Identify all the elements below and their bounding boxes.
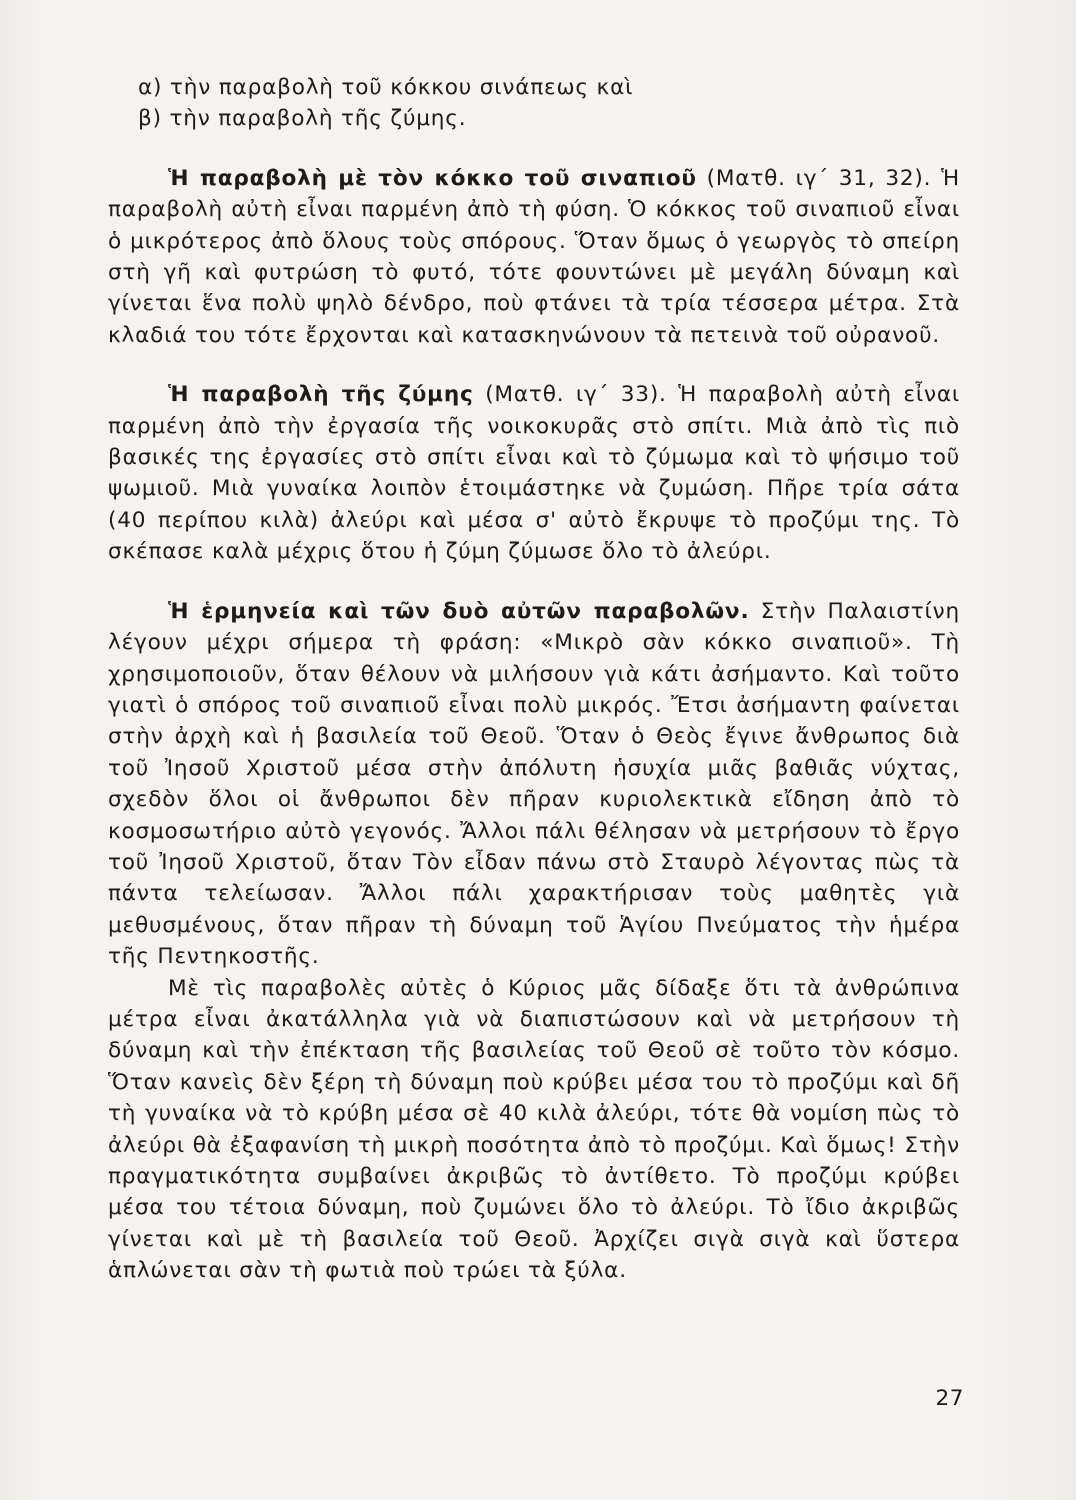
section-mustard-seed-text: (Ματθ. ιγ΄ 31, 32). Ἡ παραβολὴ αὐτὴ εἶναι παρμένη ἀπὸ τὴ φύση. Ὁ κόκκος τοῦ σιναπιοῦ εἶναι ὁ μικρότερος ἀπὸ ὅλους τοὺς σπόρους. Ὅταν ὅμως ὁ γεωργὸς τὸ σπείρη στὴ γῆ καὶ φυτρώση τὸ φυτό, τότε φουντώνει μὲ μεγάλη δύναμη καὶ γίνεται ἕνα πολὺ ψηλὸ δένδρο, ποὺ φτάνει τὰ τρία τέσσερα μέτρα. Στὰ κλαδιά του τότε ἔρχονται καὶ κατασκηνώνουν τὰ πετεινὰ τοῦ οὐρανοῦ. (108, 165, 960, 348)
section-mustard-seed-heading: Ἡ παραβολὴ μὲ τὸν κόκκο τοῦ σιναπιοῦ (168, 165, 697, 191)
section-mustard-seed (108, 163, 960, 351)
section-interpretation (108, 596, 960, 973)
closing-paragraph: Μὲ τὶς παραβολὲς αὐτὲς ὁ Κύριος μᾶς δίδαξε ὅτι τὰ ἀνθρώπινα μέτρα εἶναι ἀκατάλληλα γιὰ νὰ διαπιστώσουν καὶ νὰ μετρήσουν τὴ δύναμη καὶ τὴν ἐπέκταση τῆς βασιλείας τοῦ Θεοῦ σὲ τοῦτο τὸν κόσμο. Ὅταν κανεὶς δὲν ξέρη τὴ δύναμη ποὺ κρύβει μέσα του τὸ προζύμι καὶ δῆ τὴ γυναίκα νὰ τὸ κρύβη μέσα σὲ 40 κιλὰ ἀλεύρι, τότε θὰ νομίση πὼς τὸ ἀλεύρι θὰ ἐξαφανίση τὴ μικρὴ ποσότητα ἀπὸ τὸ προζύμι. Καὶ ὅμως! Στὴν πραγματικότητα συμβαίνει ἀκριβῶς τὸ ἀντίθετο. Τὸ προζύμι κρύβει μέσα του τέτοια δύναμη, ποὺ ζυμώνει ὅλο τὸ ἀλεύρι. Τὸ ἴδιο ἀκριβῶς γίνεται καὶ μὲ τὴ βασιλεία τοῦ Θεοῦ. Ἀρχίζει σιγὰ σιγὰ καὶ ὕστερα ἁπλώνεται σὰν τὴ φωτιὰ ποὺ τρώει τὰ ξύλα. (108, 975, 960, 1284)
section-leaven (108, 379, 960, 567)
section-interpretation-text: Στὴν Παλαιστίνη λέγουν μέχρι σήμερα τὴ φράση: «Μικρὸ σὰν κόκκο σιναπιοῦ». Τὴ χρησιμοποιοῦν, ὅταν θέλουν νὰ μιλήσουν γιὰ κάτι ἀσήμαντο. Καὶ τοῦτο γιατὶ ὁ σπόρος τοῦ σιναπιοῦ εἶναι πολὺ μικρός. Ἔτσι ἀσήμαντη φαίνεται στὴν ἀρχὴ καὶ ἡ βασιλεία τοῦ Θεοῦ. Ὅταν ὁ Θεὸς ἔγινε ἄνθρωπος διὰ τοῦ Ἰησοῦ Χριστοῦ μέσα στὴν ἀπόλυτη ἡσυχία μιᾶς βαθιᾶς νύχτας, σχεδὸν ὅλοι οἱ ἄνθρωποι δὲν πῆραν κυριολεκτικὰ εἴδηση ἀπὸ τὸ κοσμοσωτήριο αὐτὸ γεγονός. Ἄλλοι πάλι θέλησαν νὰ μετρήσουν τὸ ἔργο τοῦ Ἰησοῦ Χριστοῦ, ὅταν Τὸν εἶδαν πάνω στὸ Σταυρὸ λέγοντας πὼς τὰ πάντα τελείωσαν. Ἄλλοι πάλι χαρακτήρισαν τοὺς μαθητὲς γιὰ μεθυσμένους, ὅταν πῆραν τὴ δύναμη τοῦ Ἁγίου Πνεύματος τὴν ἡμέρα τῆς Πεντηκοστῆς. (108, 598, 960, 970)
section-leaven-heading: Ἡ παραβολὴ τῆς ζύμης (168, 382, 474, 408)
section-leaven-text: (Ματθ. ιγ΄ 33). Ἡ παραβολὴ αὐτὴ εἶναι παρμένη ἀπὸ τὴν ἐργασία τῆς νοικοκυρᾶς στὸ σπίτι. Μιὰ ἀπὸ τὶς πιὸ βασικές της ἐργασίες στὸ σπίτι εἶναι καὶ τὸ ζύμωμα καὶ τὸ ψήσιμο τοῦ ψωμιοῦ. Μιὰ γυναίκα λοιπὸν ἑτοιμάστηκε νὰ ζυμώση. Πῆρε τρία σάτα (40 περίπου κιλὰ) ἀλεύρι καὶ μέσα σ' αὐτὸ ἔκρυψε τὸ προζύμι της. Τὸ σκέπασε καλὰ μέχρις ὅτου ἡ ζύμη ζύμωσε ὅλο τὸ ἀλεύρι. (108, 382, 960, 565)
list-item-a: α) τὴν παραβολὴ τοῦ κόκκου σινάπεως καὶ (138, 75, 634, 100)
list-item-b: β) τὴν παραβολὴ τῆς ζύμης. (138, 106, 467, 132)
section-interpretation-heading: Ἡ ἑρμηνεία καὶ τῶν δυὸ αὐτῶν παραβολῶν. (168, 598, 750, 624)
page-body (108, 72, 960, 1287)
page-number: 27 (935, 1386, 964, 1411)
